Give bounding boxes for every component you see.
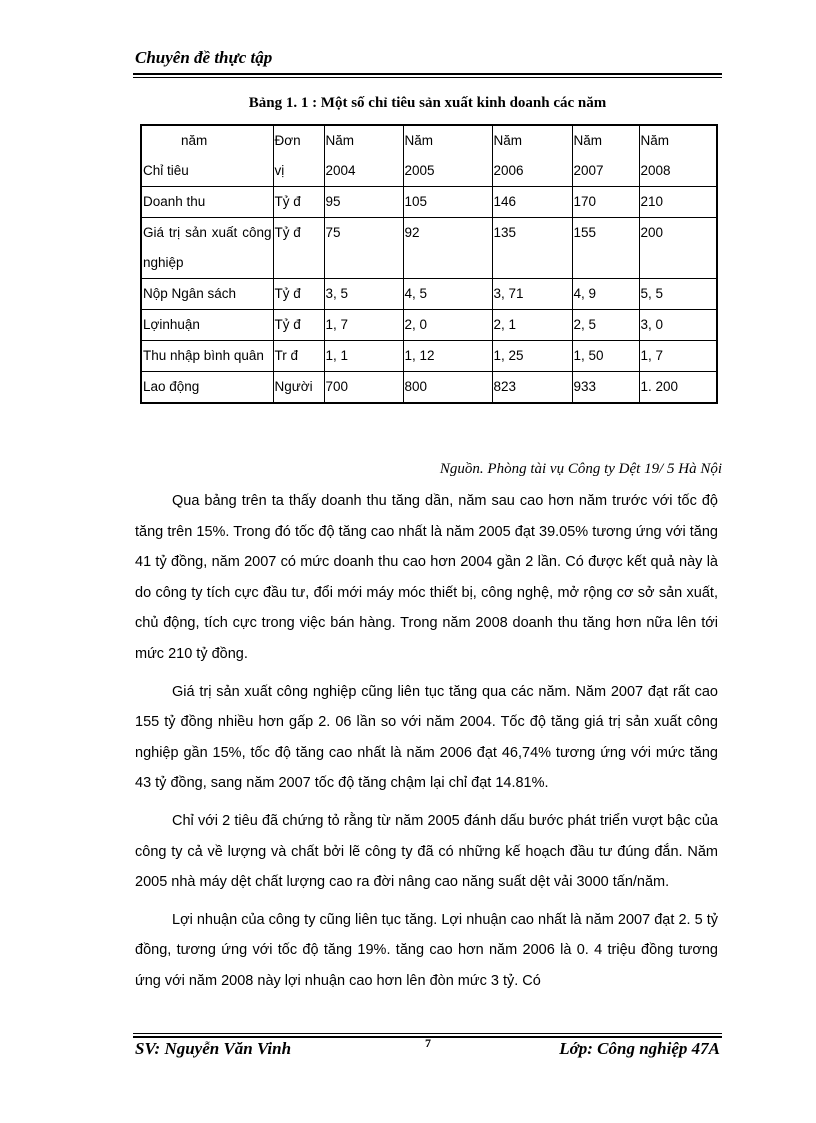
row-value: 1, 7	[324, 310, 403, 341]
page-header-title: Chuyên đề thực tập	[135, 48, 273, 67]
paragraph: Qua bảng trên ta thấy doanh thu tăng dần, năm sau cao hơn năm trước với tốc độ tăng trên 15%. Trong đó tốc độ tăng cao nhất là năm 2005 đạt 39.05% tương ứng với tăng 41 tỷ đồng, năm 2007 có mức doanh thu cao hơn 2004 gần 2 lần. Có được kết quả này là do công ty tích cực đầu tư, đổi mới máy móc thiết bị, công nghệ, mở rộng cơ sở sản xuất, chủ động, tích cực trong việc bán hàng. Trong năm 2008 doanh thu tăng hơn nữa lên tới mức 210 tỷ đồng.	[135, 493, 718, 662]
paragraph: Chỉ với 2 tiêu đã chứng tỏ rằng từ năm 2005 đánh dấu bước phát triển vượt bậc của công ty cả về lượng và chất bởi lẽ công ty đã có những kế hoạch đầu tư đúng đắn. Năm 2005 nhà máy dệt chất lượng cao ra đời nâng cao năng suất dệt vải 3000 tấn/năm.	[135, 812, 718, 891]
year-value: 2005	[404, 163, 435, 178]
row-value: 3, 5	[324, 279, 403, 310]
row-value: 1. 200	[639, 372, 717, 404]
header-rule	[133, 73, 722, 75]
table-caption: Bảng 1. 1 : Một số chỉ tiêu sản xuất kinh doanh các năm	[248, 95, 607, 111]
paragraph: Giá trị sản xuất công nghiệp cũng liên tục tăng qua các năm. Năm 2007 đạt rất cao 155 tỷ đồng nhiều hơn gấp 2. 06 lần so với năm 2004. Tốc độ tăng giá trị sản xuất công nghiệp gần 15%, tốc độ tăng cao nhất là năm 2006 đạt 46,74% tương ứng với mức tăng 43 tỷ đồng, sang năm 2007 tốc độ tăng chậm lại chỉ đạt 14.81%.	[135, 683, 718, 792]
row-value: 105	[403, 187, 492, 218]
table-source-note: Nguồn. Phòng tài vụ Công ty Dệt 19/ 5 Hà Nội	[439, 461, 722, 477]
footer-student-name: SV: Nguyễn Văn Vinh	[135, 1039, 292, 1058]
year-top: Năm	[640, 133, 670, 148]
row-unit: Tỷ đ	[273, 218, 324, 279]
row-value: 1, 50	[572, 341, 639, 372]
year-top: Năm	[573, 133, 603, 148]
row-value: 4, 5	[403, 279, 492, 310]
row-value: 2, 5	[572, 310, 639, 341]
year-top: Năm	[325, 133, 355, 148]
year-value: 2008	[640, 163, 671, 178]
row-value: 210	[639, 187, 717, 218]
table-row	[141, 279, 717, 310]
row-value: 933	[572, 372, 639, 404]
row-value: 92	[403, 218, 492, 279]
row-value: 200	[639, 218, 717, 279]
row-value: 823	[492, 372, 572, 404]
row-label: Nộp Ngân sách	[141, 279, 273, 310]
row-value: 3, 71	[492, 279, 572, 310]
row-value: 800	[403, 372, 492, 404]
row-value: 146	[492, 187, 572, 218]
header-rule-thin	[133, 77, 722, 78]
header-year-label: năm	[181, 133, 208, 148]
row-label: Lao động	[141, 372, 273, 404]
row-unit: Tỷ đ	[273, 187, 324, 218]
footer-rule-thin	[133, 1033, 722, 1034]
header-year-cell	[639, 125, 717, 187]
row-value: 1, 7	[639, 341, 717, 372]
row-label: Doanh thu	[141, 187, 273, 218]
header-indicator-label: Chỉ tiêu	[143, 163, 189, 178]
row-value: 2, 0	[403, 310, 492, 341]
table-row	[141, 341, 717, 372]
row-value: 1, 25	[492, 341, 572, 372]
table-row	[141, 218, 717, 279]
header-unit-bottom: vị	[274, 163, 285, 178]
year-value: 2007	[573, 163, 604, 178]
row-label: Lợinhuận	[141, 310, 273, 341]
header-unit-cell	[273, 125, 324, 187]
row-value: 700	[324, 372, 403, 404]
row-label: Thu nhập bình quân	[141, 341, 273, 372]
table-header-row	[141, 125, 717, 187]
row-value: 135	[492, 218, 572, 279]
year-value: 2006	[493, 163, 524, 178]
row-unit: Tỷ đ	[273, 310, 324, 341]
paragraph: Lợi nhuận của công ty cũng liên tục tăng. Lợi nhuận cao nhất là năm 2007 đạt 2. 5 tỷ đồng, tương ứng với tốc độ tăng 19%. tăng cao hơn năm 2006 là 0. 4 triệu đồng tương ứng với năm 2008 này lợi nhuận cao hơn lên đòn mức 3 tỷ. Có	[135, 911, 718, 989]
row-value: 2, 1	[492, 310, 572, 341]
footer-class-name: Lớp: Công nghiệp 47A	[559, 1039, 720, 1058]
body-text	[135, 486, 718, 1004]
row-label: Giá trị sản xuất công nghiệp	[141, 218, 273, 279]
table-row	[141, 187, 717, 218]
row-value: 75	[324, 218, 403, 279]
page-number: 7	[425, 1036, 431, 1050]
row-value: 95	[324, 187, 403, 218]
header-year-cell	[324, 125, 403, 187]
row-value: 1, 1	[324, 341, 403, 372]
row-unit: Người	[273, 372, 324, 404]
header-year-cell	[403, 125, 492, 187]
table-row	[141, 372, 717, 404]
table-row	[141, 310, 717, 341]
row-value: 170	[572, 187, 639, 218]
row-value: 4, 9	[572, 279, 639, 310]
row-value: 1, 12	[403, 341, 492, 372]
header-year-cell	[572, 125, 639, 187]
header-year-cell	[492, 125, 572, 187]
indicators-table	[140, 124, 718, 404]
year-top: Năm	[404, 133, 434, 148]
row-value: 155	[572, 218, 639, 279]
year-value: 2004	[325, 163, 356, 178]
row-unit: Tỷ đ	[273, 279, 324, 310]
header-indicator-cell	[141, 125, 273, 187]
year-top: Năm	[493, 133, 523, 148]
row-value: 5, 5	[639, 279, 717, 310]
header-unit-top: Đơn	[274, 133, 301, 148]
row-value: 3, 0	[639, 310, 717, 341]
row-unit: Tr đ	[273, 341, 324, 372]
